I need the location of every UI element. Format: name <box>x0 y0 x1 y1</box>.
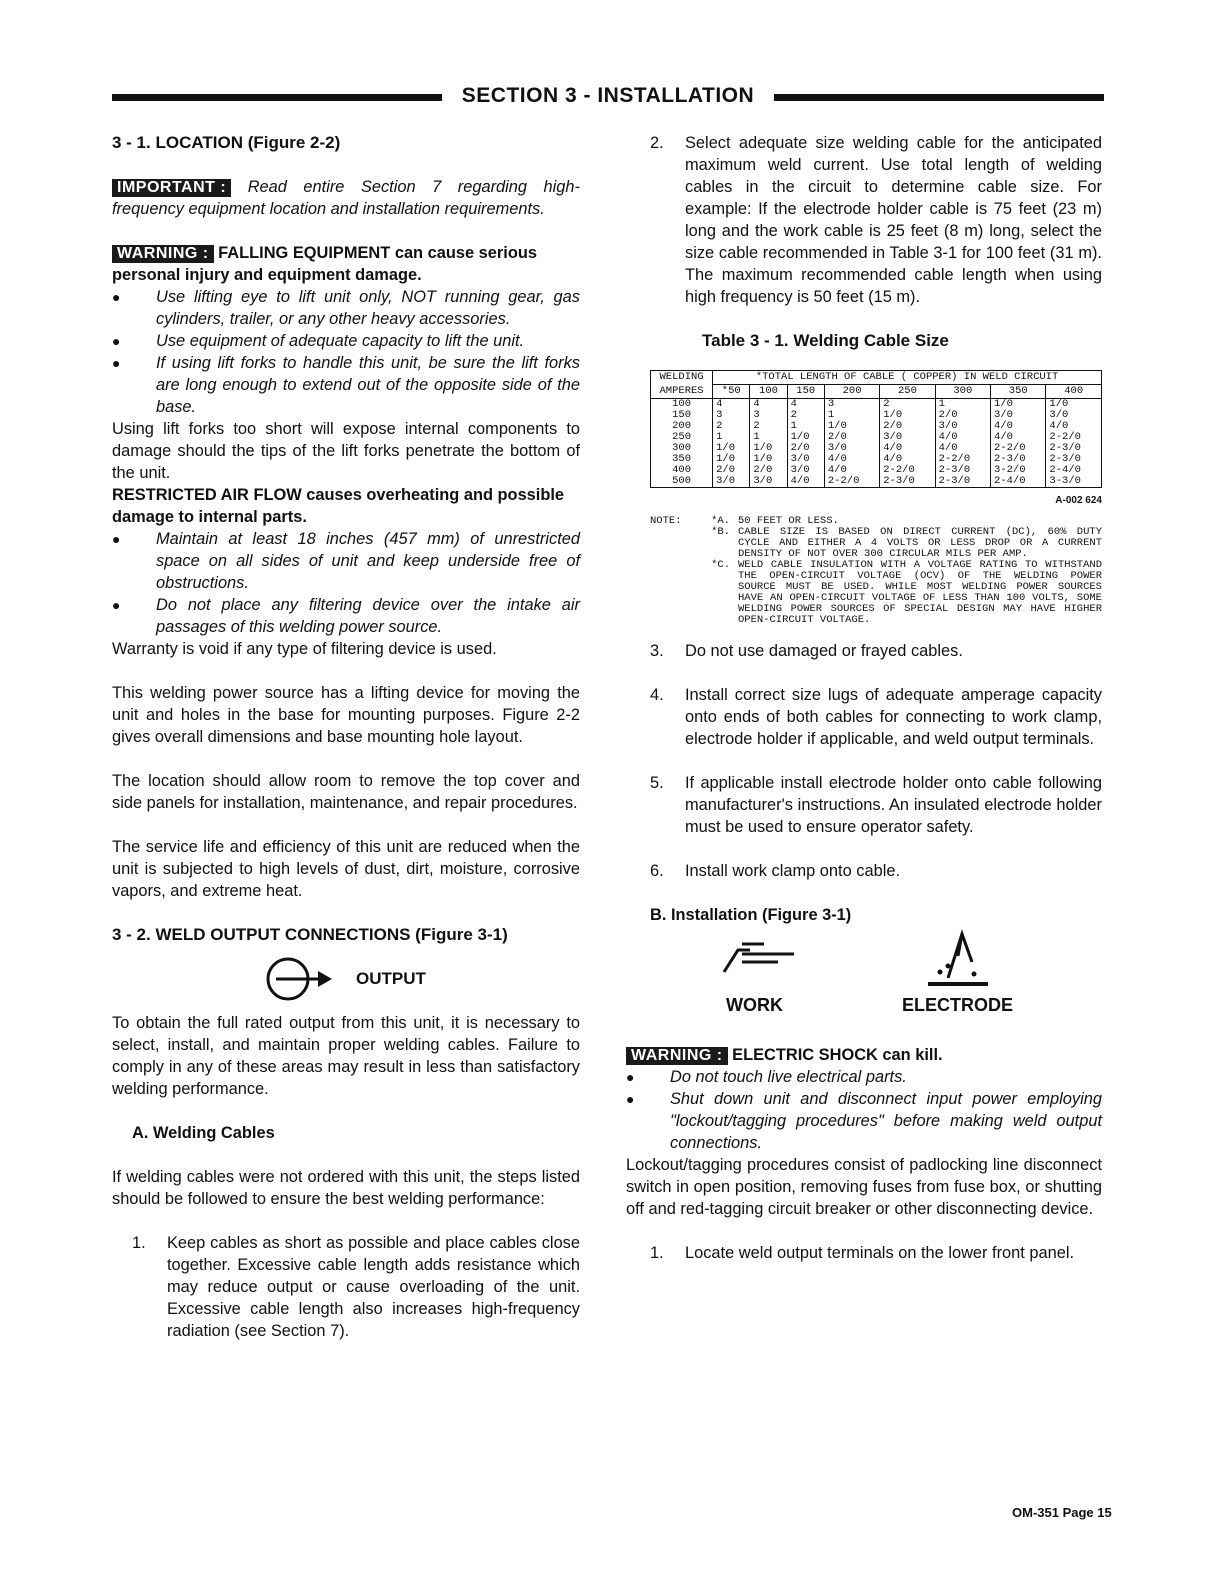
cable-size-cell: 2 <box>880 399 935 411</box>
cable-size-cell: 2/0 <box>750 465 787 476</box>
table-notes: NOTE: *A. 50 FEET OR LESS. *B. CABLE SIZE IS BASED ON DIRECT CURRENT (DC), 60% DUTY CYCLE AND EITHER A 4 VOLTS OR LESS DROP OR A CURRENT DENSITY OF NOT OVER 300 CIRCULAR MILS PER AMP. *C. WELD CABLE INSULATION WITH A VOLTAGE RATING TO WITHSTAND THE OPEN-CIRCUIT VOLTAGE (OCV) OF THE WELDING POWER SOURCE MUST BE USED. WHILE MOST WELDING POWER SOURCES HAVE AN OPEN-CIRCUIT VOLTAGE OF LESS THAN 100 VOLTS, SOME WELDING POWER SOURCES OF SPECIAL DESIGN MAY HAVE HIGHER OPEN-CIRCUIT VOLTAGE. <box>650 515 1102 626</box>
cable-size-cell: 2-3/0 <box>935 465 990 476</box>
cable-size-cell: 4/0 <box>787 476 824 488</box>
cable-size-cell: 2 <box>713 421 750 432</box>
bullet-item: ● Do not place any filtering device over the intake air passages of this welding power source. <box>112 596 580 636</box>
step-2: 2. Select adequate size welding cable for the anticipated maximum weld current. Use total length of welding cables in the circuit to determine cable size. For example: If the electrode holder cable is 75 feet (23 m) long and the work cable is 25 feet (8 m) long, select the size cable recommended in Table 3-1 for 100 feet (31 m). The maximum recommended cable length when using high frequency is 50 feet (15 m). <box>650 134 1102 306</box>
cable-size-cell: 1/0 <box>991 399 1046 411</box>
step-locate: 1. Locate weld output terminals on the lower front panel. <box>650 1244 1075 1262</box>
warning-falling-head: FALLING EQUIPMENT can cause serious personal injury and equipment damage. <box>112 244 537 284</box>
cable-size-cell: 3 <box>713 410 750 421</box>
work-label: WORK <box>726 995 783 1015</box>
step-4: 4. Install correct size lugs of adequate amperage capacity onto ends of both cables for connecting to work clamp, electrode holder if applicable, and weld output terminals. <box>650 686 1102 748</box>
cable-size-cell: 3/0 <box>787 454 824 465</box>
cable-size-cell: 1 <box>935 399 990 411</box>
bullet-item: ● Use equipment of adequate capacity to lift the unit. <box>112 332 525 350</box>
cable-size-cell: 3/0 <box>750 476 787 488</box>
cable-size-cell: 3 <box>824 399 879 411</box>
table-title: Table 3 - 1. Welding Cable Size <box>702 331 949 350</box>
table-body <box>651 399 1102 488</box>
amperes-cell: 350 <box>651 454 713 465</box>
bullet-item: ● Shut down unit and disconnect input power employing "lockout/tagging procedures" before making weld output connections. <box>626 1090 1102 1152</box>
cable-size-cell: 1/0 <box>880 410 935 421</box>
cable-size-cell: 2-3/0 <box>991 454 1046 465</box>
cable-size-cell: 4/0 <box>824 454 879 465</box>
heading-location: 3 - 1. LOCATION (Figure 2-2) <box>112 133 341 152</box>
electrode-icon <box>918 926 1008 990</box>
cable-size-cell: 4/0 <box>935 443 990 454</box>
cable-size-cell: 1/0 <box>713 454 750 465</box>
cable-size-cell: 3/0 <box>991 410 1046 421</box>
warning-shock-head: ELECTRIC SHOCK can kill. <box>732 1046 943 1064</box>
cable-size-cell: 3 <box>750 410 787 421</box>
important-note <box>112 176 580 220</box>
cable-size-cell: 2-4/0 <box>1046 465 1102 476</box>
cable-size-cell: 4 <box>713 399 750 411</box>
cable-size-cell: 2-3/0 <box>935 476 990 488</box>
cable-size-cell: 4/0 <box>824 465 879 476</box>
page-footer: OM-351 Page 15 <box>1012 1505 1112 1520</box>
cable-size-cell: 2/0 <box>880 421 935 432</box>
important-tag: IMPORTANT : <box>112 179 231 197</box>
cable-size-cell: 3-3/0 <box>1046 476 1102 488</box>
work-icon <box>720 938 800 978</box>
cable-size-cell: 3/0 <box>713 476 750 488</box>
note-a: *A. 50 FEET OR LESS. <box>711 515 839 527</box>
cable-size-cell: 2-2/0 <box>935 454 990 465</box>
cable-size-cell: 3-2/0 <box>991 465 1046 476</box>
bullet-item: ● Use lifting eye to lift unit only, NOT running gear, gas cylinders, trailer, or any other heavy accessories. <box>112 288 580 328</box>
cable-size-cell: 2/0 <box>787 443 824 454</box>
subheading-installation: B. Installation (Figure 3-1) <box>650 906 852 924</box>
output-label: OUTPUT <box>356 969 426 988</box>
output-symbol <box>112 954 580 1004</box>
cable-size-cell: 3/0 <box>1046 410 1102 421</box>
cable-size-cell: 4/0 <box>1046 421 1102 432</box>
amperes-cell: 300 <box>651 443 713 454</box>
cable-size-cell: 2-2/0 <box>824 476 879 488</box>
cable-size-cell: 2/0 <box>713 465 750 476</box>
step-5: 5. If applicable install electrode holder onto cable following manufacturer's instructions. An insulated electrode holder must be used to ensure operator safety. <box>650 774 1102 836</box>
cable-size-cell: 1 <box>824 410 879 421</box>
bullet-item: ● Maintain at least 18 inches (457 mm) of unrestricted space on all sides of unit and keep underside free of obstructions. <box>112 530 580 592</box>
amperes-cell: 150 <box>651 410 713 421</box>
left-column <box>112 132 580 1342</box>
table-row <box>651 476 1102 488</box>
amperes-cell: 500 <box>651 476 713 488</box>
cable-size-cell: 2-3/0 <box>880 476 935 488</box>
cable-size-cell: 3/0 <box>880 432 935 443</box>
cable-size-cell: 3/0 <box>824 443 879 454</box>
subheading-welding-cables: A. Welding Cables <box>132 1124 275 1142</box>
cable-size-cell: 1/0 <box>1046 399 1102 411</box>
table-columns-row: AMPERES *50 100 150 200 250 300 350 400 <box>651 385 1102 399</box>
cable-size-cell: 4/0 <box>880 443 935 454</box>
paragraph-output: To obtain the full rated output from this unit, it is necessary to select, install, and maintain proper welding cables. Failure to comply in any of these areas may result in less than satisfactory welding performance. <box>112 1014 580 1098</box>
right-column <box>626 132 1102 1264</box>
bullet-item: ● If using lift forks to handle this unit, be sure the lift forks are long enough to extend out of the opposite side of the base. <box>112 354 580 416</box>
terminal-symbols <box>650 926 1102 1022</box>
cable-size-cell: 2-2/0 <box>991 443 1046 454</box>
step-6: 6. Install work clamp onto cable. <box>650 862 900 880</box>
cable-size-cell: 4/0 <box>991 421 1046 432</box>
cable-size-cell: 2 <box>750 421 787 432</box>
step-1: 1. Keep cables as short as possible and place cables close together. Excessive cable length adds resistance which may reduce output or cause overloading of the unit. Excessive cable length also increases high-frequency radiation (see Section 7). <box>132 1234 580 1340</box>
step-3: 3. Do not use damaged or frayed cables. <box>650 642 963 660</box>
cable-size-cell: 2-3/0 <box>1046 454 1102 465</box>
warning-tag: WARNING : <box>112 245 214 263</box>
important-text: Read entire Section 7 regarding high-frequency equipment location and installation requirements. <box>112 178 580 218</box>
cable-size-cell: 1 <box>750 432 787 443</box>
lockout-text: Lockout/tagging procedures consist of padlocking line disconnect switch in open position, removing fuses from fuse box, or shutting off and red-tagging circuit breaker or other disconnecting device. <box>626 1156 1102 1218</box>
cable-size-cell: 2-3/0 <box>1046 443 1102 454</box>
paragraph-service: The service life and efficiency of this unit are reduced when the unit is subjected to high levels of dust, dirt, moisture, corrosive vapors, and extreme heat. <box>112 838 580 900</box>
table-header-top: *TOTAL LENGTH OF CABLE ( COPPER) IN WELD CIRCUIT <box>713 371 1102 385</box>
cable-size-cell: 1 <box>713 432 750 443</box>
section-header <box>112 84 1104 110</box>
table-code: A-002 624 <box>1055 495 1102 506</box>
bullet-item: ● Do not touch live electrical parts. <box>626 1068 907 1086</box>
paragraph-lifting: This welding power source has a lifting device for moving the unit and holes in the base for mounting purposes. Figure 2-2 gives overall dimensions and base mounting hole layout. <box>112 684 580 746</box>
warning-tag: WARNING : <box>626 1047 728 1065</box>
cable-size-cell: 2-2/0 <box>880 465 935 476</box>
amperes-cell: 100 <box>651 399 713 411</box>
cable-size-cell: 1/0 <box>787 432 824 443</box>
electrode-label: ELECTRODE <box>902 995 1014 1015</box>
paragraph-cover: The location should allow room to remove the top cover and side panels for installation, maintenance, and repair procedures. <box>112 772 580 812</box>
cable-size-cell: 2/0 <box>824 432 879 443</box>
output-terminal-icon <box>266 954 352 1004</box>
note-c: *C. WELD CABLE INSULATION WITH A VOLTAGE RATING TO WITHSTAND THE OPEN-CIRCUIT VOLTAGE (OCV) OF THE WELDING POWER SOURCE MUST BE USED. WHILE MOST WELDING POWER SOURCES HAVE AN OPEN-CIRCUIT VOLTAGE OF LESS THAN 100 VOLTS, SOME WELDING POWER SOURCES OF SPECIAL DESIGN MAY HAVE HIGHER OPEN-CIRCUIT VOLTAGE. <box>711 559 1102 626</box>
heading-weld-output: 3 - 2. WELD OUTPUT CONNECTIONS (Figure 3-1) <box>112 925 508 944</box>
warranty-text: Warranty is void if any type of filtering device is used. <box>112 640 497 658</box>
paragraph-cables: If welding cables were not ordered with this unit, the steps listed should be followed to ensure the best welding performance: <box>112 1168 580 1208</box>
cable-size-cell: 4 <box>787 399 824 411</box>
cable-size-table <box>650 370 1102 488</box>
cable-size-cell: 1/0 <box>824 421 879 432</box>
warning-falling <box>112 242 580 286</box>
lift-forks-text: Using lift forks too short will expose internal components to damage should the tips of the lift forks penetrate the bottom of the unit. <box>112 420 580 482</box>
cable-size-cell: 4/0 <box>991 432 1046 443</box>
cable-size-cell: 4/0 <box>935 432 990 443</box>
cable-size-cell: 4/0 <box>880 454 935 465</box>
note-b: *B. CABLE SIZE IS BASED ON DIRECT CURRENT (DC), 60% DUTY CYCLE AND EITHER A 4 VOLTS OR LESS DROP OR A CURRENT DENSITY OF NOT OVER 300 CIRCULAR MILS PER AMP. <box>711 526 1102 560</box>
airflow-warning: RESTRICTED AIR FLOW causes overheating and possible damage to internal parts. <box>112 486 565 526</box>
amperes-cell: 250 <box>651 432 713 443</box>
cable-size-cell: 1/0 <box>750 454 787 465</box>
cable-size-cell: 1 <box>787 421 824 432</box>
amperes-cell: 200 <box>651 421 713 432</box>
cable-size-cell: 2-2/0 <box>1046 432 1102 443</box>
cable-size-cell: 2 <box>787 410 824 421</box>
cable-size-cell: 3/0 <box>787 465 824 476</box>
cable-size-cell: 2/0 <box>935 410 990 421</box>
warning-shock <box>626 1044 1102 1066</box>
section-title: SECTION 3 - INSTALLATION <box>452 84 764 107</box>
cable-size-cell: 1/0 <box>750 443 787 454</box>
amperes-cell: 400 <box>651 465 713 476</box>
cable-size-cell: 1/0 <box>713 443 750 454</box>
cable-size-cell: 2-4/0 <box>991 476 1046 488</box>
cable-size-cell: 4 <box>750 399 787 411</box>
table-header-row: WELDING *TOTAL LENGTH OF CABLE ( COPPER) IN WELD CIRCUIT <box>651 371 1102 385</box>
cable-size-cell: 3/0 <box>935 421 990 432</box>
